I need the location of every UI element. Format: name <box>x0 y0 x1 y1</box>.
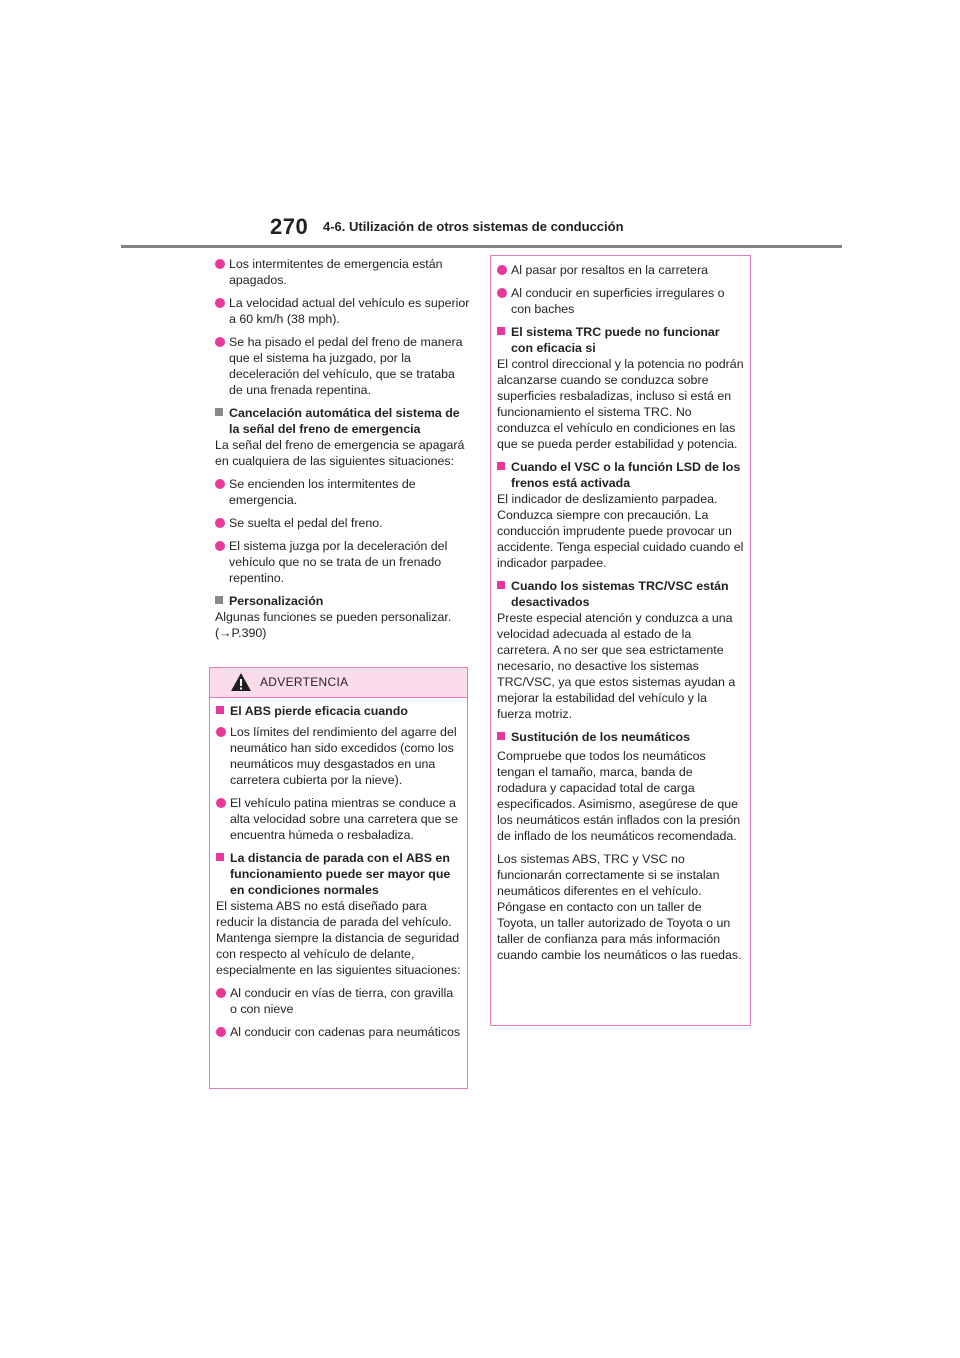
square-bullet-icon <box>497 581 505 589</box>
off-heading: Cuando los sistemas TRC/VSC están desactivados <box>497 578 744 610</box>
square-bullet-icon <box>215 596 223 604</box>
list-item: Los intermitentes de emergencia están apagados. <box>215 256 470 288</box>
cancel-heading: Cancelación automática del sistema de la señal del freno de emergencia <box>215 405 470 437</box>
square-bullet-icon <box>216 853 224 861</box>
list-item: El sistema juzga por la deceleración del vehículo que no se trata de un frenado repentino. <box>215 538 470 586</box>
cancel-text: La señal del freno de emergencia se apagará en cualquiera de las siguientes situaciones: <box>215 438 465 468</box>
square-bullet-icon <box>497 327 505 335</box>
warning-header <box>210 668 467 698</box>
bullet-dot-icon <box>215 518 225 528</box>
tire-text-1: Compruebe que todos los neumáticos tengan el tamaño, marca, banda de rodadura y capacidad total de carga especificados. Asimismo, asegúrese de que los neumáticos están inflados con la presión de inflado de los neumáticos recomendada. <box>497 749 741 843</box>
vsc-heading: Cuando el VSC o la función LSD de los frenos está activada <box>497 459 744 491</box>
trc-text: El control direccional y la potencia no podrán alcanzarse cuando se conduzca sobre superficies resbaladizas, incluso si está en funcionamiento el sistema TRC. No conduzca el vehículo en condiciones en las que se pueda perder estabilidad y potencia. <box>497 357 744 451</box>
bullet-dot-icon <box>215 479 225 489</box>
tire-text-2: Los sistemas ABS, TRC y VSC no funcionarán correctamente si se instalan neumáticos diferentes en el vehículo. Póngase en contacto con un taller de Toyota, un taller autorizado de Toyota o un taller de confianza para más información cuando cambie los neumáticos o las ruedas. <box>497 852 742 962</box>
bullet-dot-icon <box>497 288 507 298</box>
list-item: Se suelta el pedal del freno. <box>215 515 470 531</box>
bullet-dot-icon <box>215 337 225 347</box>
list-item: Al conducir con cadenas para neumáticos <box>216 1024 461 1040</box>
list-item: Se ha pisado el pedal del freno de manera que el sistema ha juzgado, por la deceleración del vehículo, que se trataba de una frenada repentina. <box>215 334 470 398</box>
square-bullet-icon <box>497 462 505 470</box>
header-divider <box>121 245 842 248</box>
bullet-dot-icon <box>215 259 225 269</box>
bullet-dot-icon <box>216 727 226 737</box>
list-item: El vehículo patina mientras se conduce a alta velocidad sobre una carretera que se encuentra húmeda o resbaladiza. <box>216 795 461 843</box>
square-bullet-icon <box>497 732 505 740</box>
list-item: Se encienden los intermitentes de emergencia. <box>215 476 470 508</box>
list-item: Al pasar por resaltos en la carretera <box>497 262 744 278</box>
tire-heading: Sustitución de los neumáticos <box>497 729 744 745</box>
distance-heading: La distancia de parada con el ABS en funcionamiento puede ser mayor que en condiciones normales <box>216 850 461 898</box>
list-item: Al conducir en superficies irregulares o con baches <box>497 285 744 317</box>
square-bullet-icon <box>215 408 223 416</box>
warning-box <box>209 667 468 1089</box>
bullet-dot-icon <box>215 298 225 308</box>
off-text: Preste especial atención y conduzca a una velocidad adecuada al estado de la carretera. A no ser que sea estrictamente necesario, no desactive los sistemas TRC/VSC, ya que estos sistemas ayudan a mejorar la estabilidad del vehículo y la fuerza motriz. <box>497 611 736 721</box>
custom-text: Algunas funciones se pueden personalizar. (→P.390) <box>215 610 452 640</box>
section-title: 4-6. Utilización de otros sistemas de conducción <box>323 219 624 234</box>
abs-heading: El ABS pierde eficacia cuando <box>216 703 461 719</box>
bullet-dot-icon <box>215 541 225 551</box>
bullet-dot-icon <box>497 265 507 275</box>
page-number: 270 <box>270 214 309 239</box>
list-item: Los límites del rendimiento del agarre del neumático han sido excedidos (como los neumáticos muy desgastados en una carretera cubierta por la nieve). <box>216 724 461 788</box>
list-item: Al conducir en vías de tierra, con gravilla o con nieve <box>216 985 461 1017</box>
square-bullet-icon <box>216 706 224 714</box>
vsc-text: El indicador de deslizamiento parpadea. Conduzca siempre con precaución. La conducción imprudente puede provocar un accidente. Tenga especial cuidado cuando el indicador parpadee. <box>497 492 744 570</box>
bullet-dot-icon <box>216 988 226 998</box>
warning-triangle-icon <box>230 672 252 692</box>
trc-heading: El sistema TRC puede no funcionar con eficacia si <box>497 324 744 356</box>
left-column <box>215 256 470 648</box>
bullet-dot-icon <box>216 798 226 808</box>
custom-heading: Personalización <box>215 593 470 609</box>
list-item: La velocidad actual del vehículo es superior a 60 km/h (38 mph). <box>215 295 470 327</box>
warning-title: ADVERTENCIA <box>260 675 349 689</box>
warning-box-continued <box>490 255 751 1026</box>
bullet-dot-icon <box>216 1027 226 1037</box>
distance-text: El sistema ABS no está diseñado para reducir la distancia de parada del vehículo. Mantenga siempre la distancia de seguridad con respecto al vehículo de delante, especialmente en las siguientes situaciones: <box>216 899 461 977</box>
